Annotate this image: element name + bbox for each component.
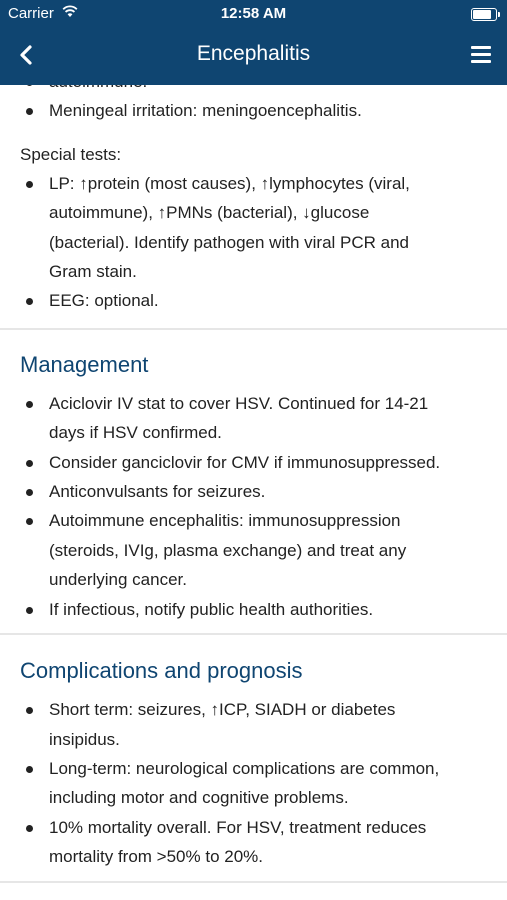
- battery-icon: [471, 8, 497, 21]
- hamburger-menu-icon[interactable]: [471, 46, 491, 64]
- list-item: Short term: seizures, ↑ICP, SIADH or diabetes insipidus.: [20, 695, 487, 754]
- complications-section: [0, 635, 507, 882]
- page-title: Encephalitis: [196, 42, 311, 65]
- list-item: Meningeal irritation: meningoencephalitis.: [20, 96, 487, 125]
- list-item: Long-term: neurological complications are common, including motor and cognitive problems.: [20, 754, 487, 813]
- complications-list: [0, 695, 507, 871]
- navigation-bar: [0, 28, 507, 85]
- special-tests-list: [0, 169, 507, 328]
- list-item: Consider ganciclovir for CMV if immunosuppressed.: [20, 448, 487, 477]
- section-heading-management: Management: [20, 351, 149, 377]
- list-item: EEG: optional.: [20, 286, 487, 315]
- management-section: [0, 330, 507, 635]
- clinical-list: [0, 96, 507, 125]
- clock: 12:58 AM: [220, 5, 287, 22]
- top-bar: [0, 0, 507, 85]
- list-item: Autoimmune encephalitis: immunosuppression (steroids, IVIg, plasma exchange) and treat any underlying cancer.: [20, 506, 487, 594]
- list-item: Anticonvulsants for seizures.: [20, 477, 487, 506]
- list-item: LP: ↑protein (most causes), ↑lymphocytes (viral, autoimmune), ↑PMNs (bacterial), ↓glucose (bacterial). Identify pathogen with viral PCR and Gram stain.: [20, 169, 487, 287]
- special-tests-label: Special tests:: [20, 144, 122, 164]
- list-item: 10% mortality overall. For HSV, treatment reduces mortality from >50% to 20%.: [20, 813, 487, 872]
- status-bar: [0, 0, 507, 28]
- management-list: [0, 389, 507, 624]
- carrier-label: Carrier: [8, 5, 54, 22]
- section-heading-complications: Complications and prognosis: [20, 658, 303, 684]
- battery-level: [473, 10, 491, 19]
- list-item: Aciclovir IV stat to cover HSV. Continued for 14-21 days if HSV confirmed.: [20, 389, 487, 448]
- list-item: If infectious, notify public health authorities.: [20, 595, 487, 624]
